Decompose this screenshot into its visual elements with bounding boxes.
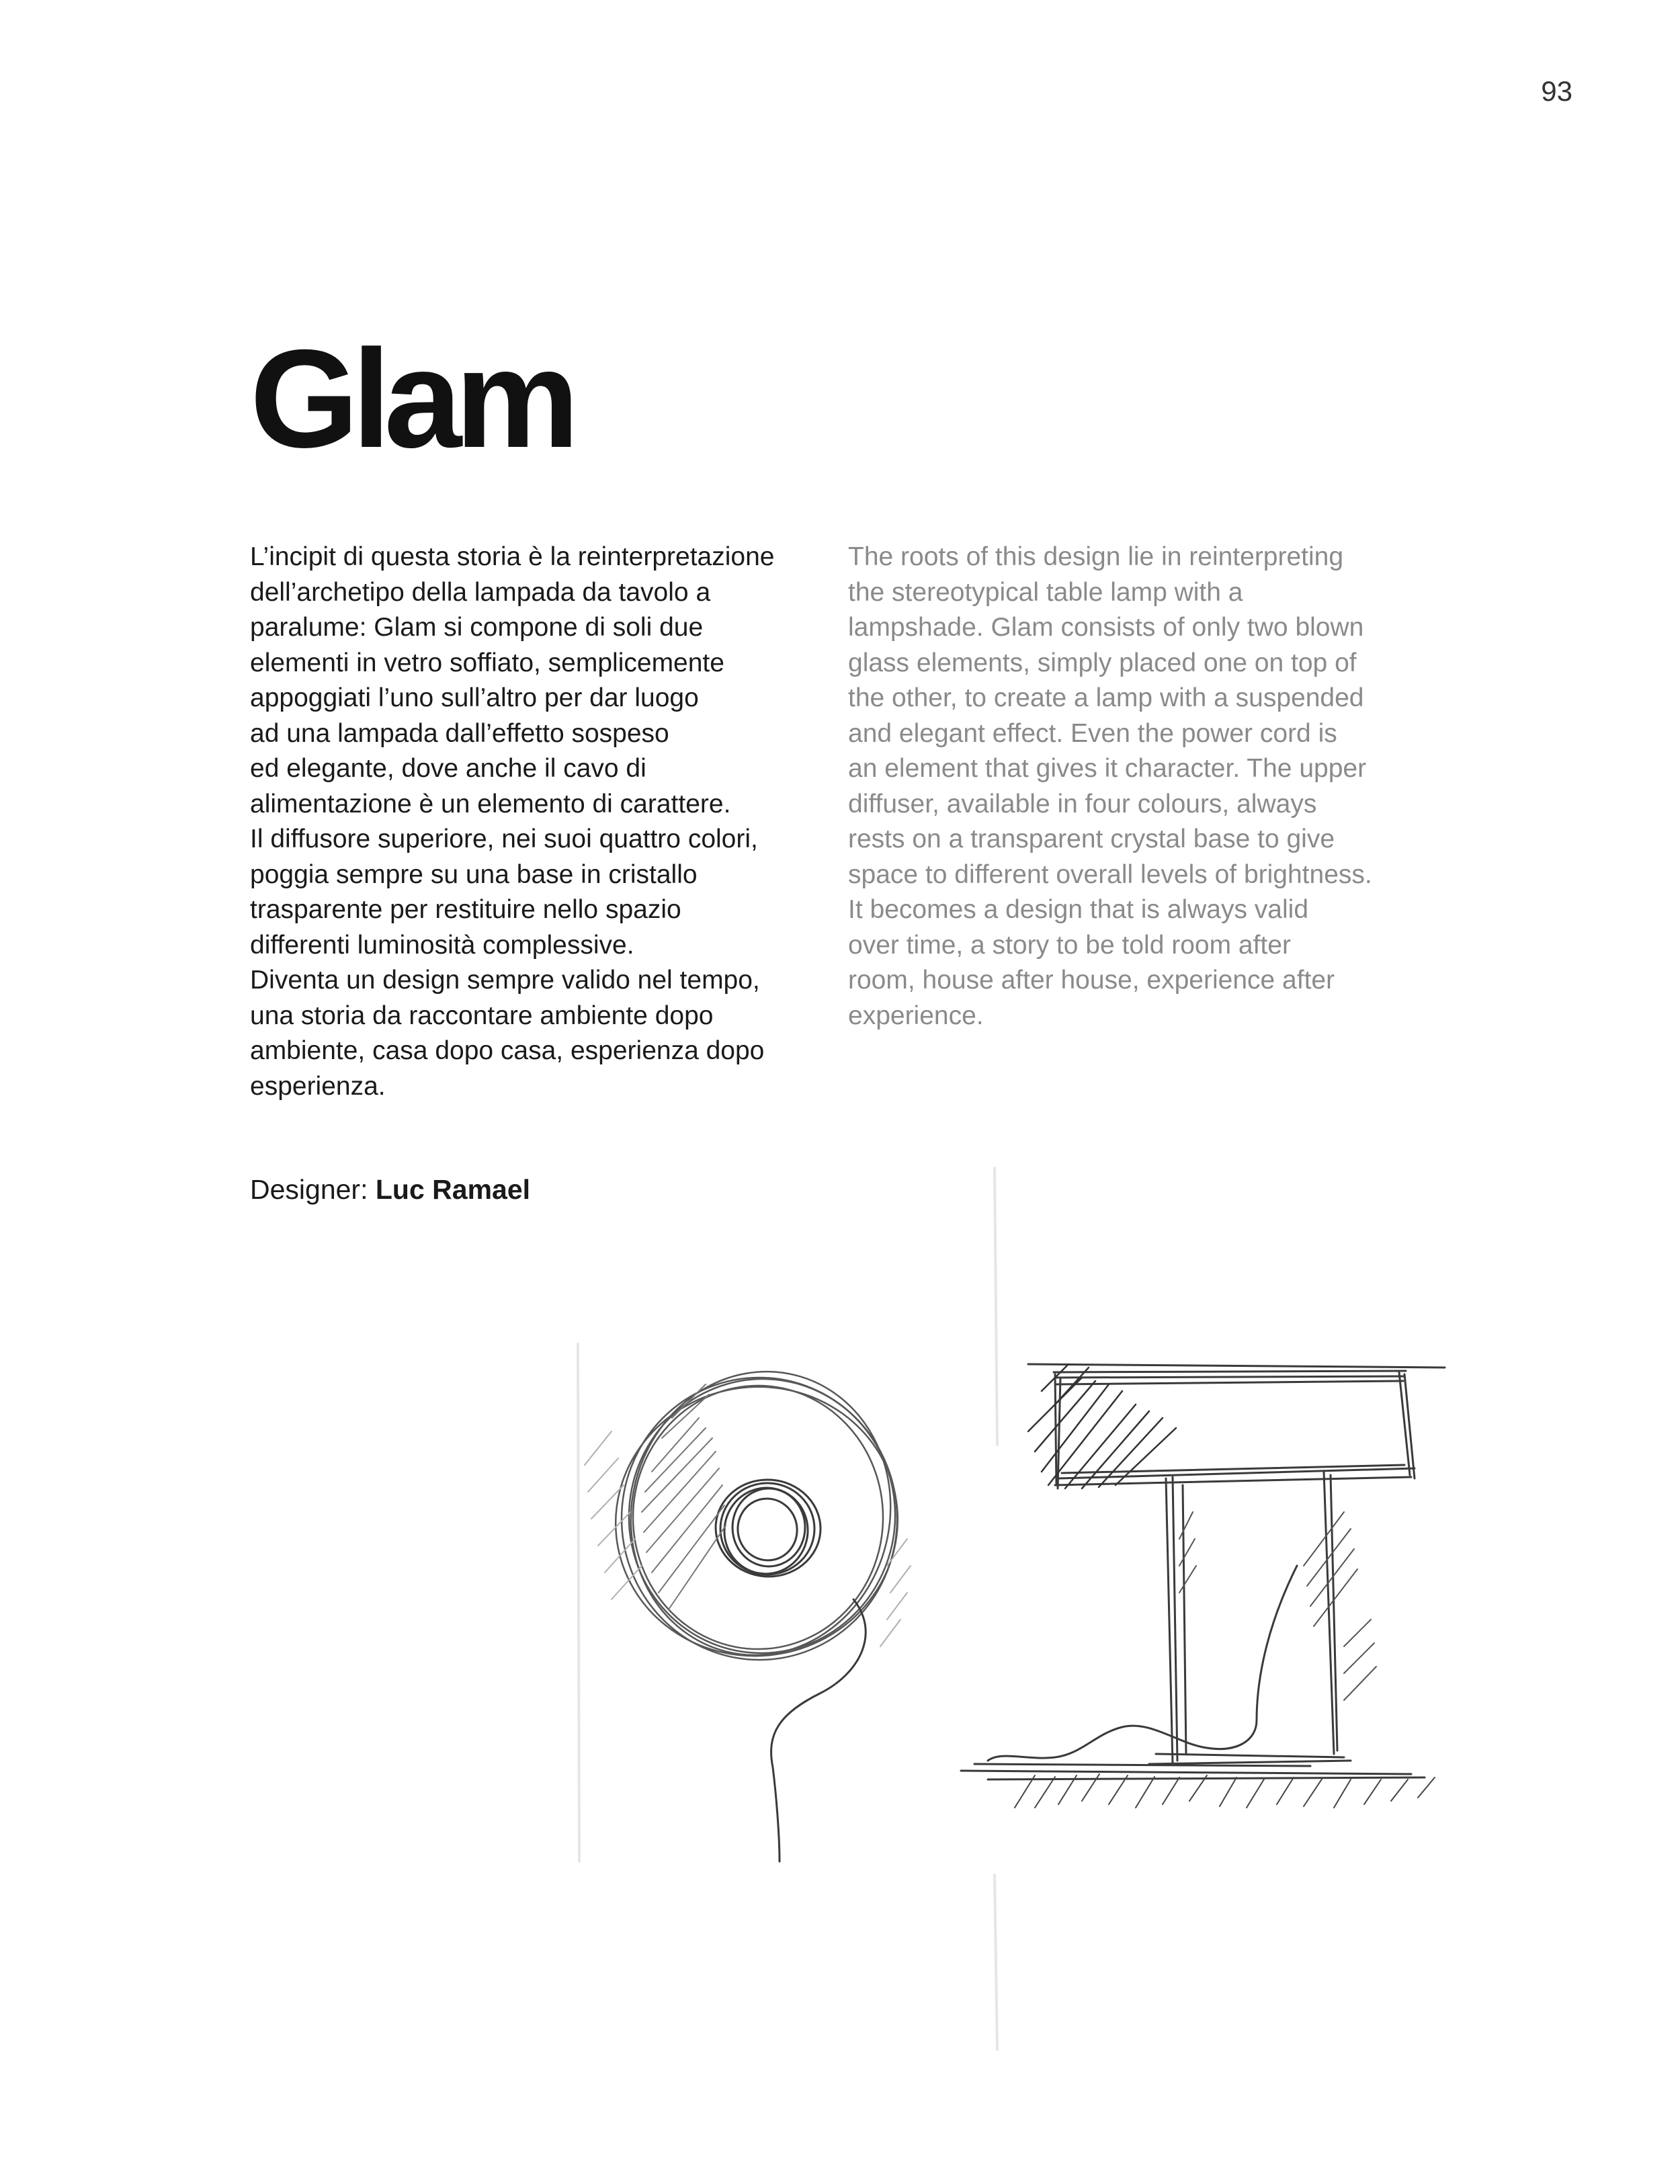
- text-line: glass elements, simply placed one on top of: [848, 648, 1357, 677]
- italian-text-column: [250, 540, 774, 1104]
- page-title: Glam: [250, 321, 573, 477]
- sketch-top-view: [585, 1344, 921, 1861]
- text-line: space to different overall levels of brightness.: [848, 859, 1372, 889]
- inner-bulb-circle: [712, 1476, 824, 1581]
- power-cord-side: [988, 1566, 1297, 1761]
- text-line: alimentazione è un elemento di carattere.: [250, 789, 731, 818]
- text-line: room, house after house, experience after: [848, 966, 1335, 995]
- base-hatch: [1179, 1512, 1376, 1700]
- text-line: the stereotypical table lamp with a: [848, 577, 1243, 607]
- scan-edge-marks: [578, 1168, 997, 2050]
- lamp-sketch: [571, 1163, 1546, 2056]
- lamp-shade: [1028, 1364, 1445, 1488]
- text-line: trasparente per restituire nello spazio: [250, 895, 681, 924]
- text-line: diffuser, available in four colours, always: [848, 789, 1317, 818]
- text-line: Diventa un design sempre valido nel tempo,: [250, 966, 760, 995]
- designer-credit: [250, 1174, 530, 1206]
- text-line: elementi in vetro soffiato, semplicemente: [250, 648, 724, 677]
- text-line: paralume: Glam si compone di soli due: [250, 613, 704, 642]
- ground-line: [961, 1764, 1425, 1779]
- designer-name: Luc Ramael: [375, 1174, 531, 1205]
- text-line: an element that gives it character. The upper: [848, 754, 1367, 783]
- power-cord-top: [771, 1599, 866, 1861]
- shading-hatch-left: [642, 1384, 726, 1609]
- english-text-column: [848, 540, 1372, 1034]
- page-number: 93: [1541, 75, 1572, 107]
- text-line: L’incipit di questa storia è la reinterpretazione: [250, 542, 775, 571]
- text-line: Il diffusore superiore, nei suoi quattro colori,: [250, 825, 758, 853]
- text-line: poggia sempre su una base in cristallo: [250, 859, 698, 889]
- outer-diffuser-circle: [598, 1344, 920, 1683]
- text-line: It becomes a design that is always valid: [848, 895, 1309, 924]
- text-line: differenti luminosità complessive.: [250, 930, 634, 960]
- designer-label: Designer:: [250, 1174, 368, 1205]
- text-line: ambiente, casa dopo casa, esperienza dopo: [250, 1036, 765, 1065]
- text-line: appoggiati l’uno sull’altro per dar luogo: [250, 683, 699, 712]
- text-line: ad una lampada dall’effetto sospeso: [250, 718, 669, 748]
- sketch-side-view: [961, 1364, 1445, 1808]
- text-line: experience.: [848, 1001, 984, 1030]
- text-line: the other, to create a lamp with a suspended: [848, 683, 1364, 712]
- text-line: rests on a transparent crystal base to give: [848, 825, 1335, 853]
- text-line: una storia da raccontare ambiente dopo: [250, 1001, 714, 1030]
- text-line: over time, a story to be told room after: [848, 930, 1291, 960]
- text-line: The roots of this design lie in reinterpreting: [848, 542, 1344, 571]
- text-line: esperienza.: [250, 1071, 386, 1101]
- text-line: and elegant effect. Even the power cord is: [848, 718, 1337, 748]
- text-line: dell’archetipo della lampada da tavolo a: [250, 577, 711, 607]
- text-line: ed elegante, dove anche il cavo di: [250, 754, 646, 783]
- text-line: lampshade. Glam consists of only two blown: [848, 613, 1364, 642]
